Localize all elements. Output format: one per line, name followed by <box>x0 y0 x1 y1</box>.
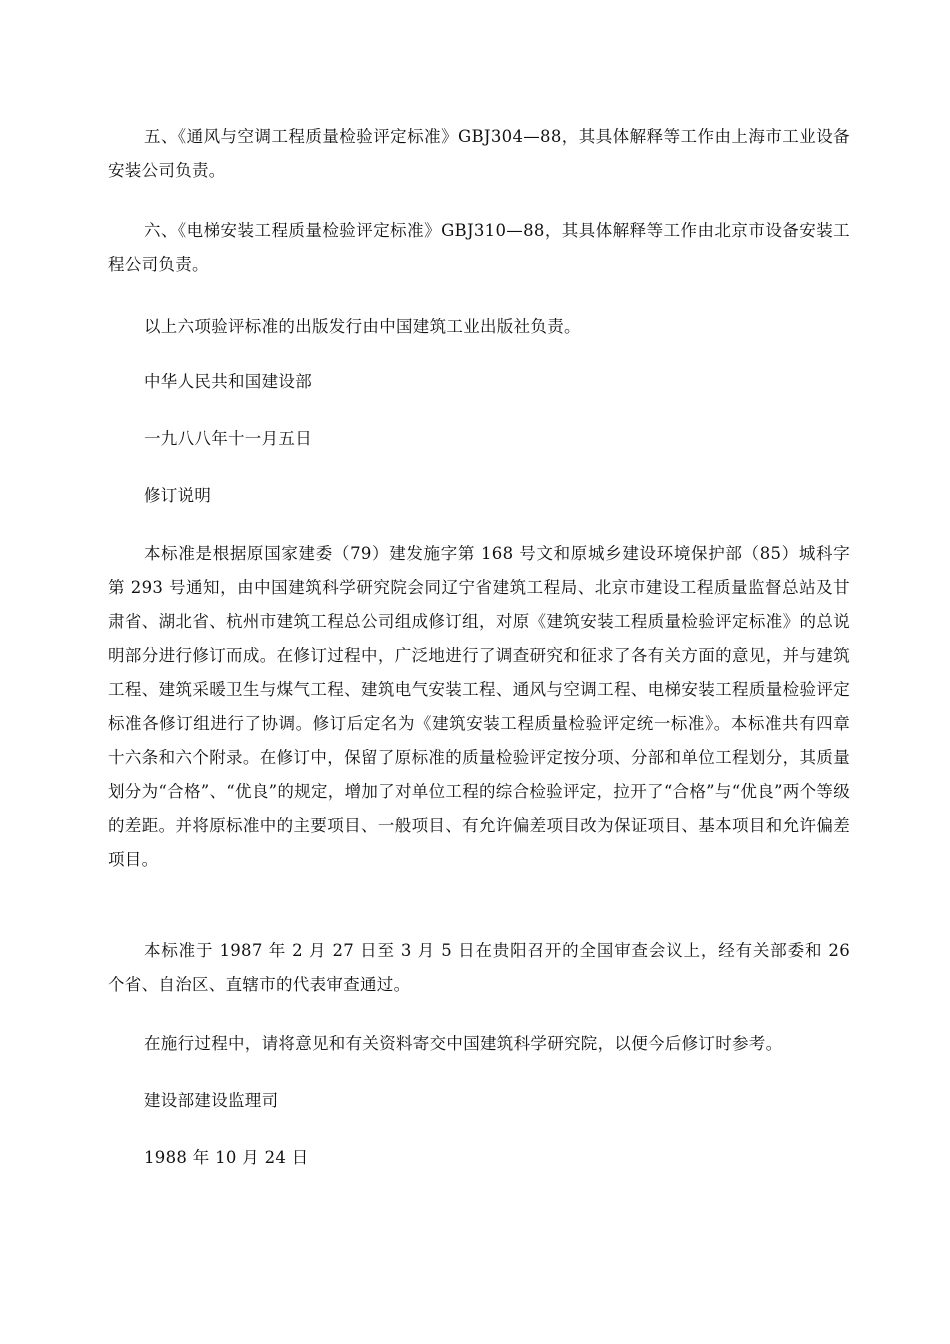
signing-department: 建设部建设监理司 <box>144 1091 279 1110</box>
paragraph-review-meeting: 本标准于 1987 年 2 月 27 日至 3 月 5 日在贵阳召开的全国审查会议上，经有关部委和 26 个省、自治区、直辖市的代表审查通过。 <box>108 941 850 994</box>
issuer-ministry: 中华人民共和国建设部 <box>144 372 312 391</box>
paragraph-revision-body: 本标准是根据原国家建委（79）建发施字第 168 号文和原城乡建设环境保护部（85）城科字第 293 号通知，由中国建筑科学研究院会同辽宁省建筑工程局、北京市建设工程质量监督总站及甘肃省、湖北省、杭州市建筑工程总公司组成修订组，对原《建筑安装工程质量检验评定标准》的总说明部分进行修订而成。在修订过程中，广泛地进行了调查研究和征求了各有关方面的意见，并与建筑工程、建筑采暖卫生与煤气工程、建筑电气安装工程、通风与空调工程、电梯安装工程质量检验评定标准各修订组进行了协调。修订后定名为《建筑安装工程质量检验评定统一标准》。本标准共有四章十六条和六个附录。在修订中，保留了原标准的质量检验评定按分项、分部和单位工程划分，其质量划分为“合格”、“优良”的规定，增加了对单位工程的综合检验评定，拉开了“合格”与“优良”两个等级的差距。并将原标准中的主要项目、一般项目、有允许偏差项目改为保证项目、基本项目和允许偏差项目。 <box>108 544 850 869</box>
paragraph-standard-5: 五、《通风与空调工程质量检验评定标准》GBJ304—88，其具体解释等工作由上海市工业设备安装公司负责。 <box>108 127 850 180</box>
paragraph-feedback-request: 在施行过程中，请将意见和有关资料寄交中国建筑科学研究院，以便今后修订时参考。 <box>144 1034 783 1053</box>
section-heading-revision-notes: 修订说明 <box>144 486 212 505</box>
issue-date: 一九八八年十一月五日 <box>144 429 312 448</box>
signing-date: 1988 年 10 月 24 日 <box>144 1148 309 1167</box>
paragraph-standard-6: 六、《电梯安装工程质量检验评定标准》GBJ310—88，其具体解释等工作由北京市设备安装工程公司负责。 <box>108 221 850 274</box>
paragraph-publisher-note: 以上六项验评标准的出版发行由中国建筑工业出版社负责。 <box>144 317 581 336</box>
